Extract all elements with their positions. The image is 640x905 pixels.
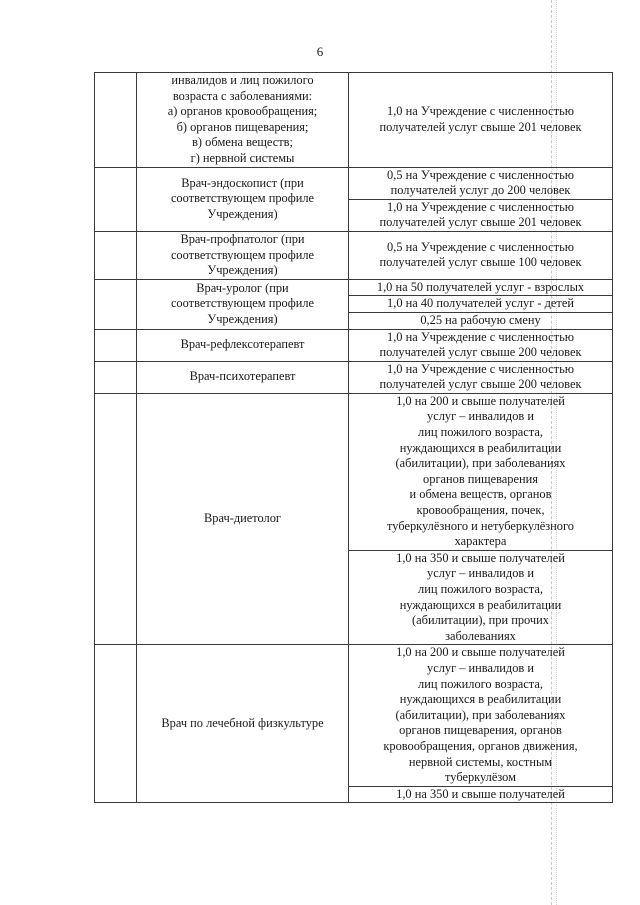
number-cell: [95, 231, 137, 279]
position-cell: Врач-психотерапевт: [137, 361, 349, 393]
table-row: [95, 73, 613, 168]
position-cell: Врач-диетолог: [137, 393, 349, 645]
norm-cell: 1,0 на 40 получателей услуг - детей: [349, 296, 613, 313]
norm-cell: 1,0 на 200 и свыше получателей услуг – инвалидов и лиц пожилого возраста, нуждающихся в реабилитации (абилитации), при заболеваниях органов пищеварения и обмена веществ, органов кровообращения, почек, туберкулёзного и нетуберкулёзного характера: [349, 393, 613, 550]
number-cell: [95, 361, 137, 393]
position-cell: Врач-рефлексотерапевт: [137, 329, 349, 361]
norm-cell: 1,0 на 350 и свыше получателей: [349, 786, 613, 803]
norm-cell: 0,5 на Учреждение с численностью получателей услуг свыше 100 человек: [349, 231, 613, 279]
position-cell: Врач-профпатолог (при соответствующем профиле Учреждения): [137, 231, 349, 279]
table-row: [95, 279, 613, 296]
norm-cell: 1,0 на Учреждение с численностью получателей услуг свыше 201 человек: [349, 73, 613, 168]
norm-cell: 0,25 на рабочую смену: [349, 312, 613, 329]
table-row: [95, 329, 613, 361]
staff-norms-table: [94, 72, 613, 803]
norm-cell: 1,0 на 350 и свыше получателей услуг – инвалидов и лиц пожилого возраста, нуждающихся в реабилитации (абилитации), при прочих заболеваниях: [349, 550, 613, 645]
table-row: [95, 393, 613, 550]
position-cell: Врач-эндоскопист (при соответствующем профиле Учреждения): [137, 167, 349, 231]
norm-cell: 1,0 на 50 получателей услуг - взрослых: [349, 279, 613, 296]
norm-cell: 1,0 на Учреждение с численностью получателей услуг свыше 201 человек: [349, 199, 613, 231]
table-row: [95, 645, 613, 786]
norm-cell: 0,5 на Учреждение с численностью получателей услуг до 200 человек: [349, 167, 613, 199]
table-row: [95, 167, 613, 199]
position-cell: Врач-уролог (при соответствующем профиле Учреждения): [137, 279, 349, 329]
position-cell: инвалидов и лиц пожилого возраста с заболеваниями: а) органов кровообращения; б) органов пищеварения; в) обмена веществ; г) нервной системы: [137, 73, 349, 168]
norm-cell: 1,0 на Учреждение с численностью получателей услуг свыше 200 человек: [349, 329, 613, 361]
number-cell: [95, 73, 137, 168]
number-cell: [95, 167, 137, 231]
number-cell: [95, 393, 137, 645]
number-cell: [95, 645, 137, 803]
table-row: [95, 231, 613, 279]
number-cell: [95, 329, 137, 361]
norm-cell: 1,0 на Учреждение с численностью получателей услуг свыше 200 человек: [349, 361, 613, 393]
norm-cell: 1,0 на 200 и свыше получателей услуг – инвалидов и лиц пожилого возраста, нуждающихся в реабилитации (абилитации), при заболеваниях органов пищеварения, органов кровообращения, органов движения, нервной системы, костным туберкулёзом: [349, 645, 613, 786]
page-number: 6: [316, 44, 324, 59]
number-cell: [95, 279, 137, 329]
position-cell: Врач по лечебной физкультуре: [137, 645, 349, 803]
table-row: [95, 361, 613, 393]
